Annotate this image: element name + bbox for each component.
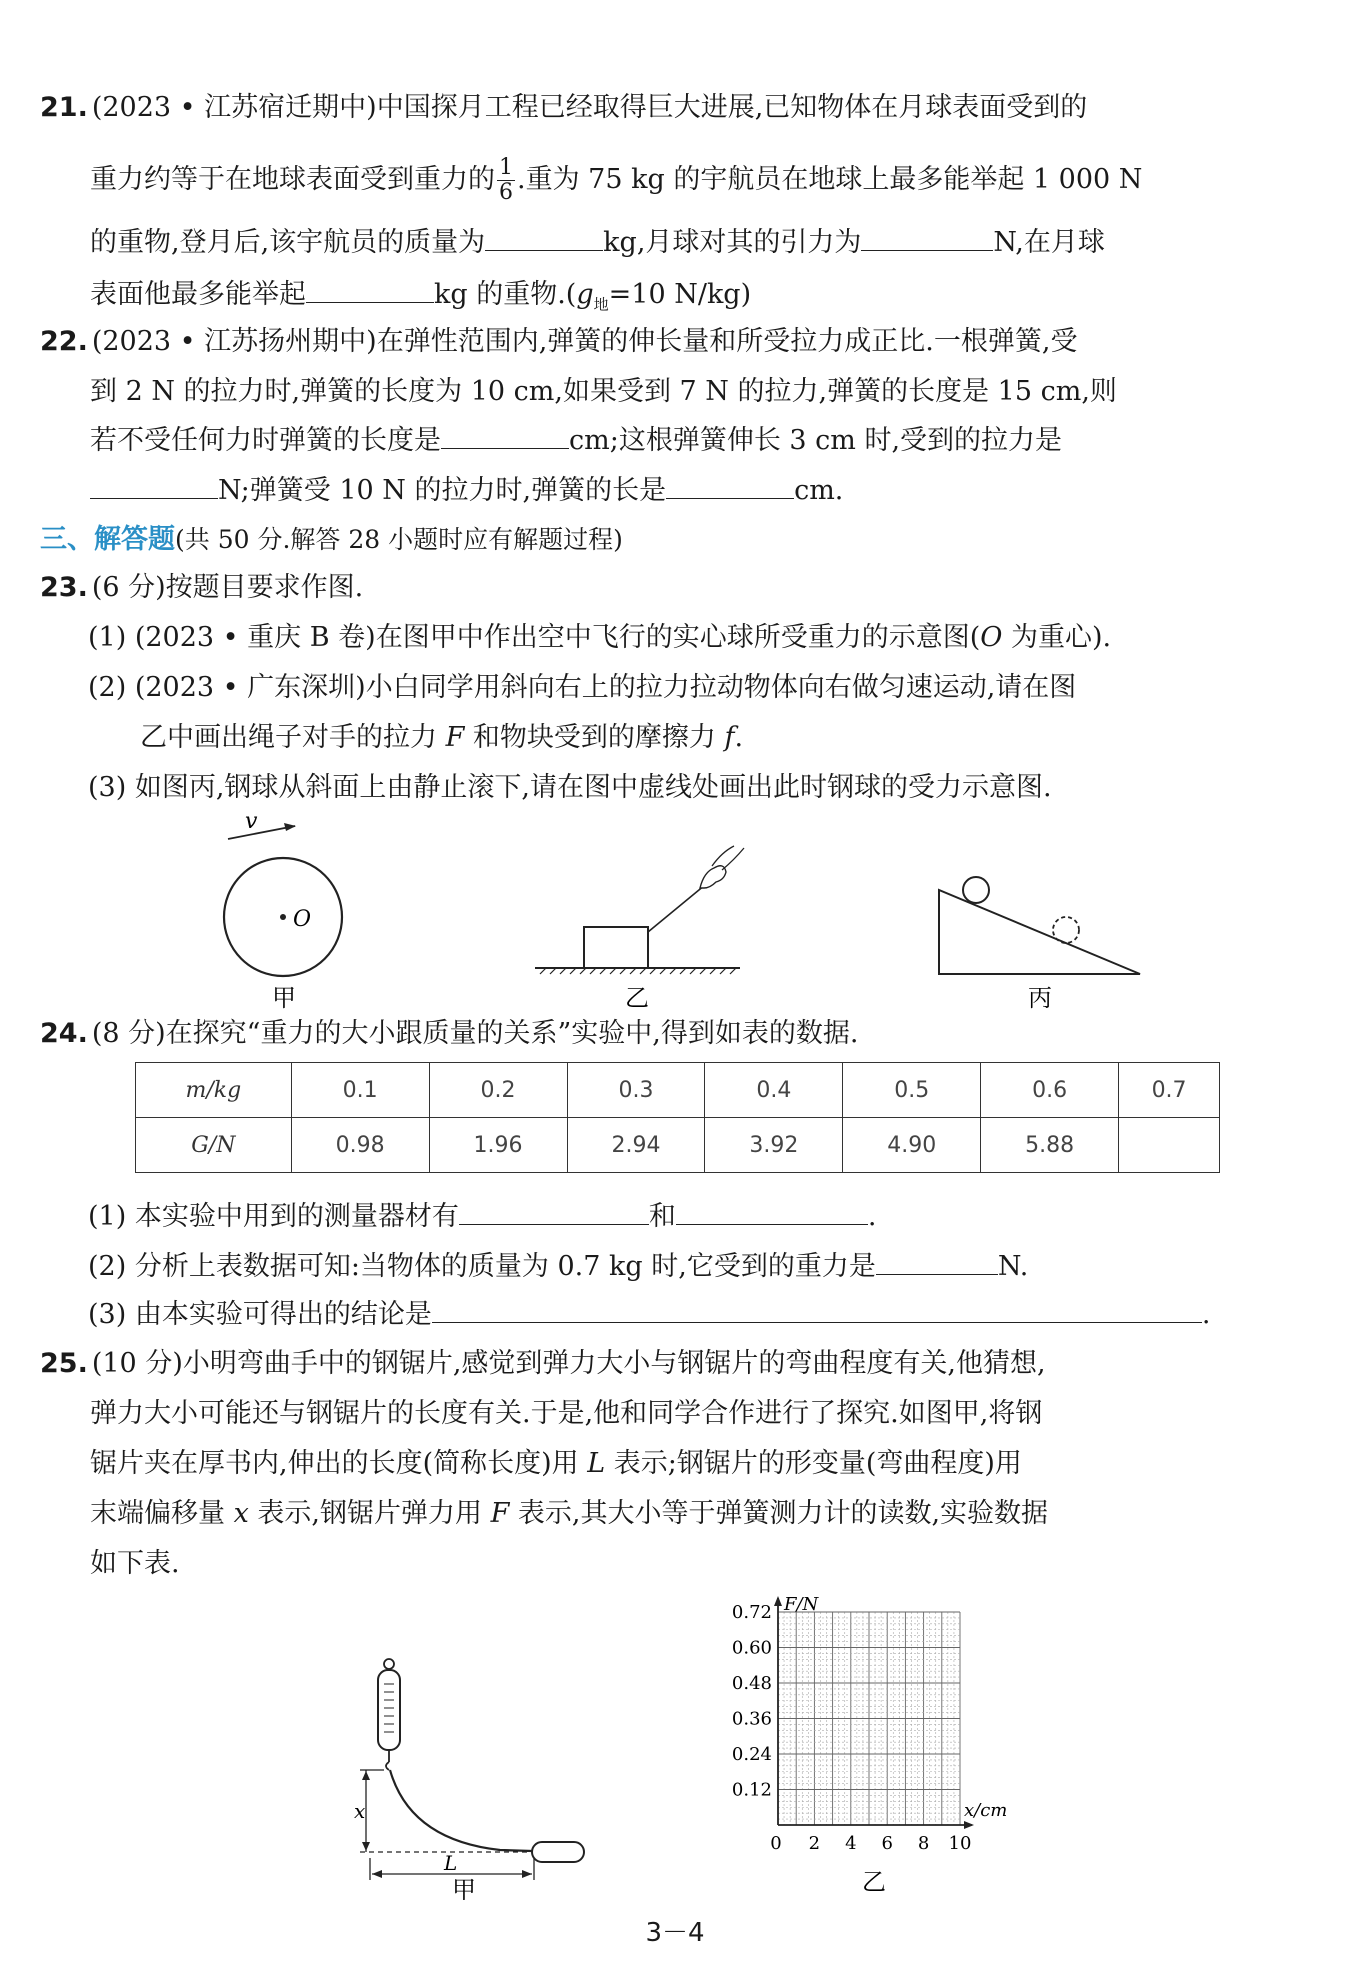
caption-jia: 甲 bbox=[272, 984, 296, 1012]
q24-sub2-end: N. bbox=[997, 1251, 1029, 1282]
q22-blank-length[interactable] bbox=[666, 470, 794, 499]
q22-text4a: N;弹簧受 10 N 的拉力时,弹簧的长是 bbox=[218, 475, 667, 506]
q23-sub1-end: 为重心). bbox=[1002, 622, 1112, 653]
q21-blank-mass[interactable] bbox=[485, 222, 603, 251]
offset-x-label: x bbox=[354, 1799, 366, 1823]
q23-sub3-text: (3) 如图丙,钢球从斜面上由静止滚下,请在图中虚线处画出此时钢球的受力示意图. bbox=[88, 772, 1052, 803]
q23-sub2-cont bbox=[140, 718, 743, 758]
q25-line5 bbox=[90, 1544, 180, 1584]
x-tick-label: 10 bbox=[948, 1833, 972, 1854]
page-number: 3－4 bbox=[645, 1918, 705, 1948]
q24-line1 bbox=[40, 1014, 858, 1054]
q23-number: 23. bbox=[40, 572, 88, 603]
q21-blank-gravity[interactable] bbox=[861, 222, 993, 251]
q24-sub3-text: (3) 由本实验可得出的结论是 bbox=[88, 1299, 432, 1330]
q24-sub3-end: . bbox=[1201, 1299, 1211, 1330]
y-tick-labels bbox=[732, 1602, 772, 1801]
q21-text2a: 重力约等于在地球表面受到重力的 bbox=[90, 164, 495, 195]
velocity-label: v bbox=[245, 810, 258, 834]
q24-sub1 bbox=[88, 1196, 876, 1237]
figure-yi-block bbox=[535, 846, 744, 974]
q21-line4 bbox=[90, 274, 751, 324]
f-force-symbol: F bbox=[445, 722, 465, 753]
q22-blank-original-length[interactable] bbox=[441, 420, 569, 449]
graph-grid bbox=[778, 1612, 960, 1825]
table-cell: 0.2 bbox=[429, 1063, 567, 1118]
q22-number: 22. bbox=[40, 326, 88, 357]
q21-line2 bbox=[90, 156, 1142, 205]
q21-text4a: 表面他最多能举起 bbox=[90, 279, 306, 310]
table-cell: 1.96 bbox=[429, 1118, 567, 1173]
q24-sub1-and: 和 bbox=[648, 1201, 676, 1232]
q25-text2: 弹力大小可能还与钢锯片的长度有关.于是,他和同学合作进行了探究.如图甲,将钢 bbox=[90, 1398, 1043, 1429]
q24-sub2-text: (2) 分析上表数据可知:当物体的质量为 0.7 kg 时,它受到的重力是 bbox=[88, 1251, 876, 1282]
q23-line1 bbox=[40, 568, 363, 608]
y-tick-label: 0.72 bbox=[731, 1602, 772, 1623]
q23-sub2-text3: 和物块受到的摩擦力 bbox=[464, 722, 725, 753]
q24-number: 24. bbox=[40, 1018, 88, 1049]
q22-line3 bbox=[90, 420, 1062, 461]
q25-text3a: 锯片夹在厚书内,伸出的长度(简称长度)用 bbox=[90, 1448, 588, 1479]
x-tick-label: 0 bbox=[770, 1833, 782, 1854]
caption-bing: 丙 bbox=[1028, 984, 1052, 1012]
y-tick-label: 0.24 bbox=[731, 1744, 772, 1765]
l-symbol: L bbox=[587, 1448, 606, 1479]
x-tick-label: 4 bbox=[845, 1833, 857, 1854]
q24-blank-conclusion[interactable] bbox=[432, 1294, 1202, 1323]
q22-line2 bbox=[90, 372, 1117, 412]
q25-text4a: 末端偏移量 bbox=[90, 1498, 234, 1529]
q21-text3c: N,在月球 bbox=[993, 227, 1105, 258]
q24-blank-instrument1[interactable] bbox=[459, 1196, 649, 1225]
mass-gravity-table bbox=[135, 1062, 1220, 1173]
y-tick-label: 0.60 bbox=[731, 1637, 772, 1659]
q22-text2: 到 2 N 的拉力时,弹簧的长度为 10 cm,如果受到 7 N 的拉力,弹簧的长度是 15 cm,则 bbox=[90, 376, 1117, 407]
table-cell: 0.98 bbox=[291, 1118, 429, 1173]
g-subscript: 地 bbox=[593, 295, 609, 314]
y-axis-arrow bbox=[774, 1596, 782, 1606]
q22-text1: (2023 • 江苏扬州期中)在弹性范围内,弹簧的伸长量和所受拉力成正比.一根弹簧,受 bbox=[91, 326, 1078, 357]
caption-yi: 乙 bbox=[625, 984, 649, 1012]
y-tick-label: 0.36 bbox=[731, 1708, 772, 1730]
q21-number: 21. bbox=[40, 92, 88, 123]
x-tick-labels bbox=[770, 1833, 971, 1854]
q24-blank-gravity[interactable] bbox=[876, 1246, 998, 1275]
force-offset-graph bbox=[720, 1590, 1050, 1900]
friction-symbol: f bbox=[724, 722, 735, 753]
q21-text4c: =10 N/kg) bbox=[608, 279, 752, 310]
q23-text1: (6 分)按题目要求作图. bbox=[91, 572, 364, 603]
q23-sub2 bbox=[88, 668, 1076, 708]
section-3-heading bbox=[40, 520, 623, 560]
q24-sub2 bbox=[88, 1246, 1028, 1287]
q25-text5: 如下表. bbox=[90, 1548, 180, 1579]
q25-number: 25. bbox=[40, 1348, 88, 1379]
table-header-mass: m/kg bbox=[136, 1063, 292, 1118]
caption-fig-yi: 乙 bbox=[862, 1868, 886, 1896]
figure-bing-incline bbox=[939, 877, 1140, 974]
table-cell: 0.5 bbox=[843, 1063, 981, 1118]
y-axis-label: F/N bbox=[784, 1594, 819, 1615]
f-symbol: F bbox=[490, 1498, 510, 1529]
q23-sub1 bbox=[88, 618, 1111, 658]
q21-text4b: kg 的重物.( bbox=[434, 279, 577, 310]
q24-blank-instrument2[interactable] bbox=[676, 1196, 868, 1225]
section-3-note: (共 50 分.解答 28 小题时应有解题过程) bbox=[175, 525, 623, 554]
x-tick-label: 2 bbox=[808, 1833, 821, 1854]
caption-fig-jia: 甲 bbox=[452, 1876, 476, 1900]
q21-text2b: .重为 75 kg 的宇航员在地球上最多能举起 1 000 N bbox=[517, 164, 1143, 195]
x-tick-label: 6 bbox=[881, 1833, 893, 1854]
figure-jia-ball bbox=[224, 823, 342, 976]
q25-line4 bbox=[90, 1494, 1048, 1534]
x-symbol: x bbox=[233, 1498, 249, 1529]
q25-text4c: 表示,其大小等于弹簧测力计的读数,实验数据 bbox=[509, 1498, 1049, 1529]
q21-text: (2023 • 江苏宿迁期中)中国探月工程已经取得巨大进展,已知物体在月球表面受到的 bbox=[91, 92, 1088, 123]
length-l-label: L bbox=[444, 1851, 458, 1875]
section-3-title: 三、解答题 bbox=[40, 524, 175, 555]
q25-text1: (10 分)小明弯曲手中的钢锯片,感觉到弹力大小与钢锯片的弯曲程度有关,他猜想, bbox=[91, 1348, 1046, 1379]
q25-text3b: 表示;钢锯片的形变量(弯曲程度)用 bbox=[605, 1448, 1022, 1479]
x-axis-label: x/cm bbox=[964, 1800, 1008, 1821]
q22-text3b: cm;这根弹簧伸长 3 cm 时,受到的拉力是 bbox=[569, 425, 1063, 456]
saw-blade-figure bbox=[330, 1640, 630, 1900]
q22-text3a: 若不受任何力时弹簧的长度是 bbox=[90, 425, 441, 456]
q25-line3 bbox=[90, 1444, 1022, 1484]
table-cell: 5.88 bbox=[981, 1118, 1119, 1173]
table-cell: 2.94 bbox=[567, 1118, 705, 1173]
q24-text1: (8 分)在探究“重力的大小跟质量的关系”实验中,得到如表的数据. bbox=[91, 1018, 859, 1049]
q23-sub2-end: . bbox=[734, 722, 744, 753]
q21-text3a: 的重物,登月后,该宇航员的质量为 bbox=[90, 227, 486, 258]
q21-blank-lift[interactable] bbox=[306, 274, 434, 303]
g-symbol: g bbox=[576, 279, 594, 310]
center-o-label: O bbox=[293, 907, 312, 932]
q22-text4b: cm. bbox=[794, 475, 844, 506]
x-tick-label: 8 bbox=[917, 1833, 930, 1854]
o-symbol: O bbox=[980, 622, 1003, 653]
table-header-gravity: G/N bbox=[136, 1118, 292, 1173]
q24-sub3 bbox=[88, 1294, 1210, 1335]
y-tick-label: 0.12 bbox=[731, 1779, 772, 1801]
q21-line1 bbox=[40, 88, 1087, 128]
q25-line2 bbox=[90, 1394, 1042, 1434]
table-cell: 0.1 bbox=[291, 1063, 429, 1118]
x-axis-arrow bbox=[964, 1821, 974, 1829]
table-cell: 0.3 bbox=[567, 1063, 705, 1118]
q25-text4b: 表示,钢锯片弹力用 bbox=[248, 1498, 491, 1529]
q23-sub1-text: (1) (2023 • 重庆 B 卷)在图甲中作出空中飞行的实心球所受重力的示意图( bbox=[88, 622, 981, 653]
q24-sub1-end: . bbox=[867, 1201, 877, 1232]
q23-figures bbox=[0, 810, 1350, 1020]
q23-sub2-text: (2) (2023 • 广东深圳)小白同学用斜向右上的拉力拉动物体向右做匀速运动,请在图 bbox=[88, 672, 1077, 703]
q23-sub2-text2: 乙中画出绳子对手的拉力 bbox=[140, 722, 446, 753]
table-cell-empty[interactable] bbox=[1119, 1118, 1220, 1173]
q21-text3b: kg,月球对其的引力为 bbox=[603, 227, 862, 258]
fraction-denominator: 6 bbox=[499, 180, 513, 205]
table-cell: 0.6 bbox=[981, 1063, 1119, 1118]
q22-blank-force[interactable] bbox=[90, 470, 218, 499]
table-row-gravity bbox=[136, 1118, 1220, 1173]
table-cell: 0.7 bbox=[1119, 1063, 1220, 1118]
q22-line1 bbox=[40, 322, 1077, 362]
q22-line4 bbox=[90, 470, 843, 511]
table-cell: 0.4 bbox=[705, 1063, 843, 1118]
table-row-mass bbox=[136, 1063, 1220, 1118]
table-cell: 4.90 bbox=[843, 1118, 981, 1173]
q23-sub3 bbox=[88, 768, 1052, 808]
fraction-one-sixth bbox=[497, 156, 515, 205]
y-tick-label: 0.48 bbox=[731, 1673, 772, 1694]
fraction-numerator: 1 bbox=[499, 155, 513, 180]
table-cell: 3.92 bbox=[705, 1118, 843, 1173]
q21-line3 bbox=[90, 222, 1105, 263]
q25-line1 bbox=[40, 1344, 1046, 1384]
q24-sub1-text: (1) 本实验中用到的测量器材有 bbox=[88, 1201, 459, 1232]
